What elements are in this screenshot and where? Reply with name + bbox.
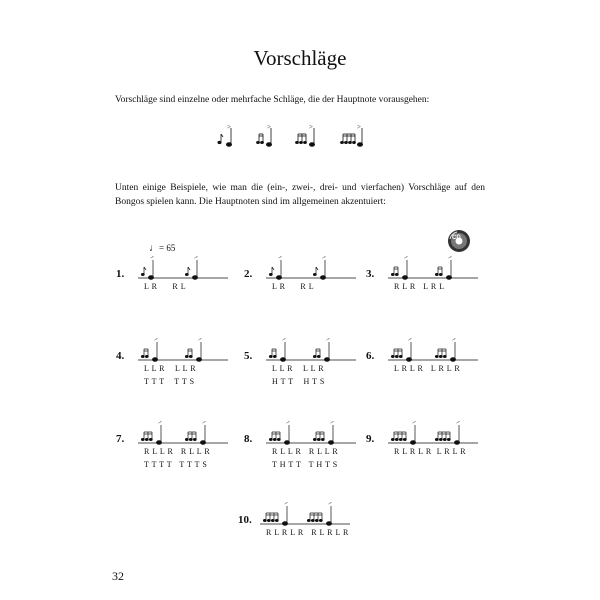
sticking-row: L R R L xyxy=(272,282,315,291)
syllable-row: T T T T T S xyxy=(144,377,195,386)
sticking-row: R L R L R L R L R xyxy=(394,447,467,456)
exercise-3 xyxy=(366,256,496,328)
intro-paragraph: Vorschläge sind einzelne oder mehrfache Schläge, die der Hauptnote vorausgehen: xyxy=(115,95,430,105)
exercise-10 xyxy=(238,502,368,574)
exercise-number: 1. xyxy=(116,268,125,280)
svg-text:>: > xyxy=(158,421,162,426)
svg-text:CD: CD xyxy=(452,235,461,241)
svg-text:>: > xyxy=(284,502,288,507)
svg-text:>: > xyxy=(408,338,412,343)
svg-text:>: > xyxy=(328,502,332,507)
exercise-number: 7. xyxy=(116,433,125,445)
grace-note-types xyxy=(210,120,390,150)
svg-text:>: > xyxy=(194,256,198,261)
sticking-row: L L R L L R xyxy=(272,364,325,373)
sticking-row: L R R L xyxy=(144,282,187,291)
svg-text:>: > xyxy=(198,338,202,343)
svg-text:>: > xyxy=(150,256,154,261)
exercise-8 xyxy=(244,421,374,493)
svg-text:>: > xyxy=(282,338,286,343)
exercise-number: 2. xyxy=(244,268,253,280)
quarter-note-icon: ♩ xyxy=(149,243,159,254)
tempo-marking xyxy=(149,243,175,254)
svg-text:>: > xyxy=(227,123,231,131)
svg-text:>: > xyxy=(267,123,271,131)
sticking-row: L L R L L R xyxy=(144,364,197,373)
description-paragraph: Unten einige Beispiele, wie man die (ein-, zwei-, drei- und vierfachen) Vorschläge auf den Bongos spielen kann. Die Hauptnoten sind im allgemeinen akzentuiert: xyxy=(115,183,485,207)
exercise-number: 8. xyxy=(244,433,253,445)
svg-text:>: > xyxy=(330,421,334,426)
svg-text:>: > xyxy=(286,421,290,426)
svg-text:>: > xyxy=(412,421,416,426)
svg-text:>: > xyxy=(357,123,361,131)
svg-text:>: > xyxy=(452,338,456,343)
exercise-number: 3. xyxy=(366,268,375,280)
sticking-row: R L R L R L xyxy=(394,282,445,291)
syllable-row: T T T T T T T S xyxy=(144,460,208,469)
syllable-row: H T T H T S xyxy=(272,377,325,386)
exercise-number: 9. xyxy=(366,433,375,445)
svg-text:>: > xyxy=(278,256,282,261)
sticking-row: R L L R R L L R xyxy=(272,447,339,456)
tempo-value: = 65 xyxy=(159,243,176,253)
sticking-row: R L L R R L L R xyxy=(144,447,211,456)
svg-text:>: > xyxy=(448,256,452,261)
exercise-5 xyxy=(244,338,374,410)
exercise-number: 10. xyxy=(238,514,252,526)
sticking-row: L R L R L R L R xyxy=(394,364,461,373)
exercise-1 xyxy=(116,256,246,328)
svg-text:>: > xyxy=(456,421,460,426)
svg-text:>: > xyxy=(154,338,158,343)
exercise-6 xyxy=(366,338,496,410)
svg-text:>: > xyxy=(309,123,313,131)
exercise-9 xyxy=(366,421,496,493)
exercise-2 xyxy=(244,256,374,328)
exercise-number: 4. xyxy=(116,350,125,362)
syllable-row: T H T T T H T S xyxy=(272,460,338,469)
svg-text:>: > xyxy=(404,256,408,261)
exercise-4 xyxy=(116,338,246,410)
page-title: Vorschläge xyxy=(253,46,347,70)
exercise-7 xyxy=(116,421,246,493)
cd-track-icon xyxy=(447,229,471,253)
svg-text:>: > xyxy=(326,338,330,343)
exercise-number: 6. xyxy=(366,350,375,362)
exercise-number: 5. xyxy=(244,350,253,362)
sticking-row: R L R L R R L R L R xyxy=(266,528,349,537)
svg-text:>: > xyxy=(322,256,326,261)
svg-text:>: > xyxy=(202,421,206,426)
page-number: 32 xyxy=(112,569,124,583)
